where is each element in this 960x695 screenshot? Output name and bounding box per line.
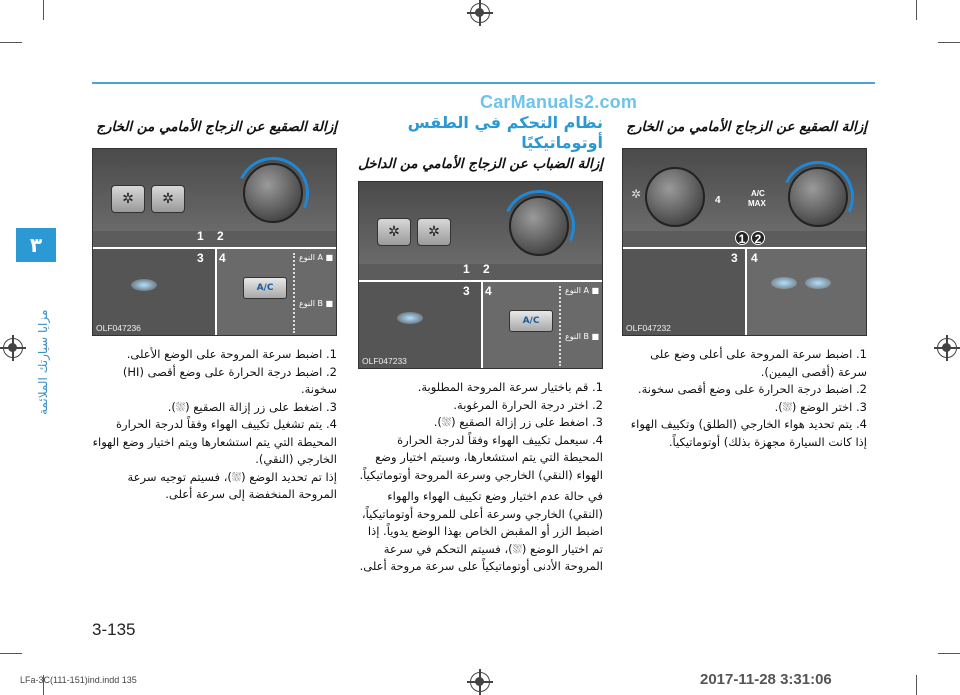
ac-button: [509, 310, 553, 332]
registration-mark-icon: [470, 3, 490, 23]
section-title: نظام التحكم في الطقس أوتوماتيكيًا: [407, 113, 603, 152]
callout-4: 4: [485, 284, 492, 298]
chapter-number: ٣: [29, 233, 43, 257]
step-1: 1. اضبط سرعة المروحة على أعلى وضع على سرعة (أقصى اليمين).: [650, 347, 867, 379]
step-2: 2. اختر درجة الحرارة المرغوبة.: [453, 397, 603, 412]
footer-timestamp: 2017-11-28 3:31:06: [700, 671, 832, 688]
crop-mark: [0, 42, 22, 43]
ac-label: A/C: [256, 283, 274, 293]
column-right: [622, 118, 867, 451]
defrost-glow: [397, 312, 423, 324]
watermark: CarManuals2.com: [480, 92, 638, 112]
step-3: 3. اختر الوضع (⛆).: [774, 399, 867, 414]
step-2: 2. اضبط درجة الحرارة على وضع أقصى (HI) سخونة.: [122, 364, 337, 396]
instruction-steps: [358, 379, 603, 576]
callout-2: 2: [751, 231, 765, 245]
defrost-glow: [131, 279, 157, 291]
chapter-title: مزايا سيارتك الملائمة: [36, 309, 50, 415]
knob-mark-max: MAX: [748, 199, 766, 208]
figure-climate-panel: [622, 148, 867, 336]
callout-4: 4: [751, 251, 758, 265]
column-left: [92, 118, 337, 504]
crop-mark: [916, 0, 917, 20]
section-heading: إزالة الضباب عن الزجاج الأمامي من الداخل: [358, 156, 603, 172]
dotted-separator: [293, 253, 295, 333]
footer-filename: LFa-3C(111-151)ind.indd 135: [20, 675, 137, 685]
callout-3: 3: [731, 251, 738, 265]
figure-lower-right: [745, 249, 867, 336]
page-number: 3-135: [92, 620, 136, 639]
fan-icon: ✲: [162, 191, 174, 207]
callout-4: 4: [219, 251, 226, 265]
registration-mark-icon: [470, 672, 490, 692]
knob-mark-4: 4: [715, 195, 721, 206]
callout-3: 3: [197, 251, 204, 265]
chapter-tab: [16, 228, 56, 262]
fan-icon: ✲: [631, 187, 642, 201]
callout-2: 2: [483, 262, 490, 276]
step-4: 4. سيعمل تكييف الهواء وفقاً لدرجة الحرارة المحيطة التي يتم استشعارها، وسيتم اختيار وضع الهواء (النقي) الخارجي وسرعة المروحة أوتوماتيكياً.: [359, 432, 603, 482]
fan-icon: ✲: [388, 224, 400, 240]
defrost-glow: [771, 277, 797, 289]
step-4: 4. يتم تحديد هواء الخارجي (الطلق) وتكييف الهواء إذا كانت السيارة مجهزة بذلك) أوتوماتيكياً.: [630, 417, 867, 449]
fan-button: [111, 185, 145, 213]
crop-mark: [938, 653, 960, 654]
step-1: 1. اضبط سرعة المروحة على الوضع الأعلى.: [126, 347, 337, 361]
column-middle: [358, 113, 603, 576]
type-b-label: النوع B ■: [565, 332, 600, 341]
crop-mark: [938, 42, 960, 43]
defrost-glow: [805, 277, 831, 289]
registration-mark-icon: [3, 338, 23, 358]
header-rule: [92, 82, 875, 84]
figure-caption: OLF047232: [626, 323, 671, 333]
fan-button: [377, 218, 411, 246]
figure-climate-panel: [92, 148, 337, 336]
registration-mark-icon: [937, 338, 957, 358]
figure-climate-panel: [358, 181, 603, 369]
section-heading: إزالة الصقيع عن الزجاج الأمامي من الخارج: [626, 119, 867, 135]
figure-caption: OLF047233: [362, 356, 407, 366]
knob-mark-ac: A/C: [751, 189, 765, 198]
step-2: 2. اضبط درجة الحرارة على وضع أقصى سخونة.: [637, 382, 867, 396]
crop-mark: [43, 0, 44, 20]
crop-mark: [916, 675, 917, 695]
ac-button: [243, 277, 287, 299]
type-a-label: النوع A ■: [299, 253, 334, 262]
callout-1: 1: [463, 262, 470, 276]
fan-button: [417, 218, 451, 246]
step-1: 1. قم باختيار سرعة المروحة المطلوبة.: [417, 380, 603, 394]
instruction-steps: [622, 346, 867, 451]
callout-1: 1: [735, 231, 749, 245]
step-3: 3. اضغط على زر إزالة الصقيع (⛆).: [433, 415, 603, 429]
temperature-knob: [645, 167, 705, 227]
fan-button: [151, 185, 185, 213]
crop-mark: [0, 653, 22, 654]
figure-caption: OLF047236: [96, 323, 141, 333]
step-4: 4. يتم تشغيل تكييف الهواء وفقاً لدرجة الحرارة المحيطة التي يتم استشعارها ويتم اختيار وضع الهواء الخارجي (النقي).: [92, 417, 337, 466]
fan-icon: ✲: [428, 224, 440, 240]
step-3: 3. اضغط على زر إزالة الصقيع (⛆).: [167, 399, 337, 414]
callout-1: 1: [197, 229, 204, 243]
type-b-label: النوع B ■: [299, 299, 334, 308]
ac-label: A/C: [522, 316, 540, 326]
dotted-separator: [559, 286, 561, 366]
type-a-label: النوع A ■: [565, 286, 600, 295]
section-heading: إزالة الصقيع عن الزجاج الأمامي من الخارج: [96, 119, 337, 135]
note: في حالة عدم اختيار وضع تكييف الهواء والهواء (النقي) الخارجي وسرعة أعلى للمروحة أوتوماتيكياً، اضبط الزر أو المقبض الخاص بهذا الوضع يدوياً. إذا تم اختيار الوضع (⛆)، فسيتم التحكم في سرعة المروحة الأدنى أوتوماتيكياً على سرعة مروحة أعلى.: [359, 489, 603, 573]
fan-icon: ✲: [122, 191, 134, 207]
callout-3: 3: [463, 284, 470, 298]
note: إذا تم تحديد الوضع (⛆)، فسيتم توجيه سرعة المروحة المنخفضة إلى سرعة أعلى.: [127, 469, 337, 501]
instruction-steps: [92, 346, 337, 504]
callout-2: 2: [217, 229, 224, 243]
